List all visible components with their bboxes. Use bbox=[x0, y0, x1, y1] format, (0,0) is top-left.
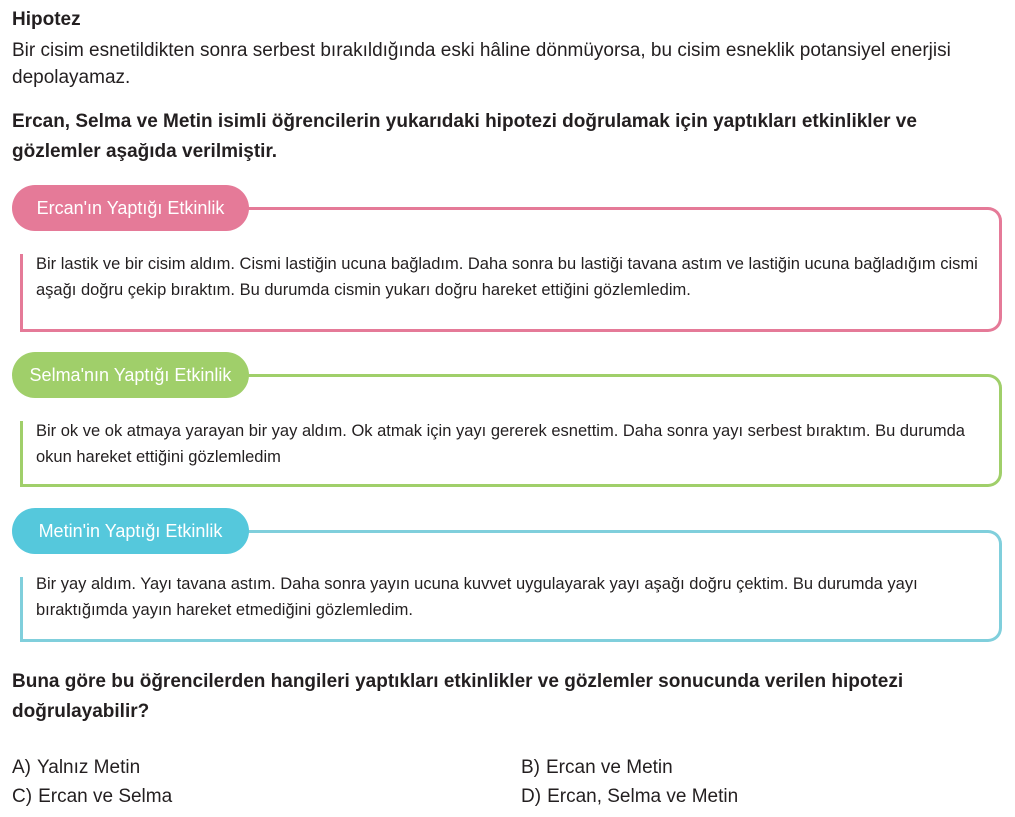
activity-text-metin: Bir yay aldım. Yayı tavana astım. Daha sonra yayın ucuna kuvvet uygulayarak yayı aşağı doğru çektim. Bu durumda yayı bıraktığımda yayın hareket etmediğini gözlemledim. bbox=[36, 575, 918, 619]
option-text: Ercan, Selma ve Metin bbox=[547, 786, 739, 807]
option-letter: A) bbox=[12, 757, 31, 778]
activity-card-ercan bbox=[12, 185, 1002, 332]
option-d[interactable] bbox=[521, 786, 738, 808]
option-b[interactable] bbox=[521, 757, 673, 779]
option-text: Yalnız Metin bbox=[37, 757, 141, 778]
activity-card-metin bbox=[12, 508, 1002, 642]
hypothesis-title: Hipotez bbox=[12, 9, 81, 30]
question-text: Buna göre bu öğrencilerden hangileri yaptıkları etkinlikler ve gözlemler sonucunda verilen hipotezi doğrulayabilir? bbox=[12, 671, 904, 722]
activity-card-selma bbox=[12, 352, 1002, 487]
option-c[interactable] bbox=[12, 786, 172, 808]
option-a[interactable] bbox=[12, 757, 140, 779]
option-text: Ercan ve Metin bbox=[546, 757, 673, 778]
option-letter: B) bbox=[521, 757, 540, 778]
hypothesis-text: Bir cisim esnetildikten sonra serbest bırakıldığında eski hâline dönmüyorsa, bu cisim esneklik potansiyel enerjisi depolayamaz. bbox=[12, 40, 951, 88]
activity-label-metin: Metin'in Yaptığı Etkinlik bbox=[12, 508, 249, 554]
option-text: Ercan ve Selma bbox=[38, 786, 173, 807]
activity-label-ercan: Ercan'ın Yaptığı Etkinlik bbox=[12, 185, 249, 231]
option-letter: C) bbox=[12, 786, 33, 807]
activity-text-ercan: Bir lastik ve bir cisim aldım. Cismi lastiğin ucuna bağladım. Daha sonra bu lastiği tavana astım ve lastiğin ucuna bağladığım cismi aşağı doğru çekip bıraktım. Bu durumda cismin yukarı doğru hareket ettiğini gözlemledim. bbox=[36, 255, 978, 299]
activity-label-selma: Selma'nın Yaptığı Etkinlik bbox=[12, 352, 249, 398]
activity-text-selma: Bir ok ve ok atmaya yarayan bir yay aldım. Ok atmak için yayı gererek esnettim. Daha sonra yayı serbest bıraktım. Bu durumda okun hareket ettiğini gözlemledim bbox=[36, 422, 965, 466]
intro-text: Ercan, Selma ve Metin isimli öğrencilerin yukarıdaki hipotezi doğrulamak için yaptıkları etkinlikler ve gözlemler aşağıda verilmiştir. bbox=[12, 111, 917, 162]
option-letter: D) bbox=[521, 786, 542, 807]
